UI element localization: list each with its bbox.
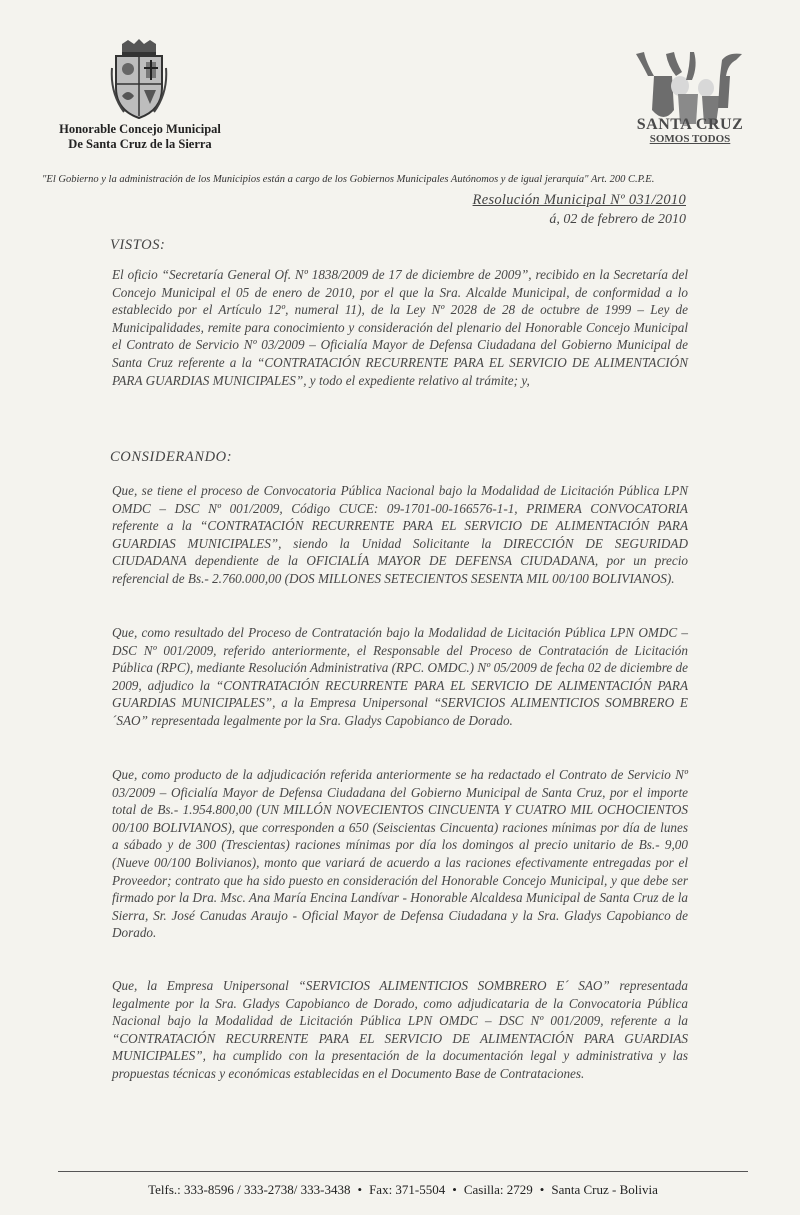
footer-phones: Telfs.: 333-8596 / 333-2738/ 333-3438 [148,1182,351,1197]
considerando-paragraph-3: Que, como producto de la adjudicación referida anteriormente se ha redactado el Contrato de Servicio Nº 03/2009 – Oficialía Mayor de Defensa Ciudadana del Gobierno Municipal de Santa Cruz, por el importe total de Bs.- 1.954.800,00 (UN MILLÓN NOVECIENTOS CINCUENTA Y CUATRO MIL OCHOCIENTOS 00/100 BOLIVIANOS), que corresponden a 650 (Seiscientas Cincuenta) raciones mínimas por día de lunes a sábado y de 300 (Trescientas) raciones mínimas por día los domingos al precio unitario de Bs.- 9,00 (Nueve 00/100 Bolivianos), monto que variará de acuerdo a las raciones efectivamente entregadas por el Proveedor; contrato que ha sido puesto en consideración del Honorable Concejo Municipal, y que debe ser firmado por la Dra. Msc. Ana María Encina Landívar - Honorable Alcaldesa Municipal de Santa Cruz de la Sierra, Sr. José Canudas Araujo - Oficial Mayor de Defensa Ciudadana y la Sra. Gladys Capobianco de Dorado. [112,767,688,941]
footer-city: Santa Cruz - Bolivia [551,1182,658,1197]
footer-casilla: Casilla: 2729 [463,1182,533,1197]
footer-divider [58,1171,748,1172]
santa-cruz-logo-text [620,116,760,145]
resolution-title: Resolución Municipal Nº 031/2010 [472,192,686,208]
footer-fax: Fax: 371-5504 [369,1182,446,1197]
logo-subtitle: SOMOS TODOS [649,133,731,145]
footer-separator: • [539,1182,545,1197]
considerando-paragraph-4: Que, la Empresa Unipersonal “SERVICIOS ALIMENTICIOS SOMBRERO E´ SAO” representada legalmente por la Sra. Gladys Capobianco de Dorado, como adjudicataria de la Convocatoria Pública Nacional bajo la Modalidad de Licitación Pública LPN OMDC – DSC Nº 001/2009, referente a la “CONTRATACIÓN RECURRENTE PARA EL SERVICIO DE ALIMENTACIÓN PARA GUARDIAS MUNICIPALES”, ha cumplido con la presentación de la documentación legal y administrativa y las propuestas técnicas y económicas establecidas en el Documento Base de Contrataciones. [112,978,688,1081]
considerando-paragraph-1: Que, se tiene el proceso de Convocatoria Pública Nacional bajo la Modalidad de Licitación Pública LPN OMDC – DSC Nº 001/2009, Código CUCE: 09-1701-00-166576-1-1, PRIMERA CONVOCATORIA referente a la “CONTRATACIÓN RECURRENTE PARA EL SERVICIO DE ALIMENTACIÓN PARA GUARDIAS MUNICIPALES”, siendo la Unidad Solicitante la DIRECCIÓN DE SEGURIDAD CIUDADANA dependiente de la OFICIALÍA MAYOR DE DEFENSA CIUDADANA, por un precio referencial de Bs.- 2.760.000,00 (DOS MILLONES SETECIENTOS SESENTA MIL 00/100 BOLIVIANOS). [112,483,688,586]
council-name-line1: Honorable Concejo Municipal [59,122,221,136]
considerando-heading: CONSIDERANDO: [110,449,233,465]
vistos-paragraph: El oficio “Secretaría General Of. Nº 1838/2009 de 17 de diciembre de 2009”, recibido en la Secretaría del Concejo Municipal el 05 de enero de 2010, por el que la Sra. Alcalde Municipal, de conformidad a lo establecido por el Artículo 12º, numeral 11), de la Ley Nº 2028 de 28 de octubre de 1999 – Ley de Municipalidades, remite para conocimiento y consideración del plenario del Honorable Concejo Municipal el Contrato de Servicio Nº 03/2009 – Oficialía Mayor de Defensa Ciudadana del Gobierno Municipal de Santa Cruz referente a la “CONTRATACIÓN RECURRENTE PARA EL SERVICIO DE ALIMENTACIÓN PARA GUARDIAS MUNICIPALES”, y todo el expediente relativo al trámite; y, [112,267,688,388]
constitution-motto: "El Gobierno y la administración de los Municipios están a cargo de los Gobiernos Municipales Autónomos y de igual jerarquía" Art. 200 C.P.E. [42,174,655,185]
considerando-paragraph-2: Que, como resultado del Proceso de Contratación bajo la Modalidad de Licitación Pública LPN OMDC – DSC Nº 001/2009, referido anteriormente, el Responsable del Proceso de Contratación de Licitación Pública (RPC), mediante Resolución Administrativa (RPC. OMDC.) Nº 05/2009 de fecha 02 de diciembre de 2009, adjudico la “CONTRATACIÓN RECURRENTE PARA EL SERVICIO DE ALIMENTACIÓN PARA GUARDIAS MUNICIPALES”, a la Empresa Unipersonal “SERVICIOS ALIMENTICIOS SOMBRERO E´SAO” representada legalmente por la Sra. Gladys Capobianco de Dorado. [112,625,688,728]
vistos-heading: VISTOS: [110,237,166,253]
logo-title: SANTA CRUZ [636,116,744,133]
resolution-date: á, 02 de febrero de 2010 [549,212,686,227]
footer-separator: • [452,1182,457,1197]
footer-separator: • [357,1182,363,1197]
footer-contact [58,1182,748,1198]
municipal-crest-icon [110,38,168,120]
council-name-line2: De Santa Cruz de la Sierra [68,137,212,151]
council-name [40,122,240,152]
